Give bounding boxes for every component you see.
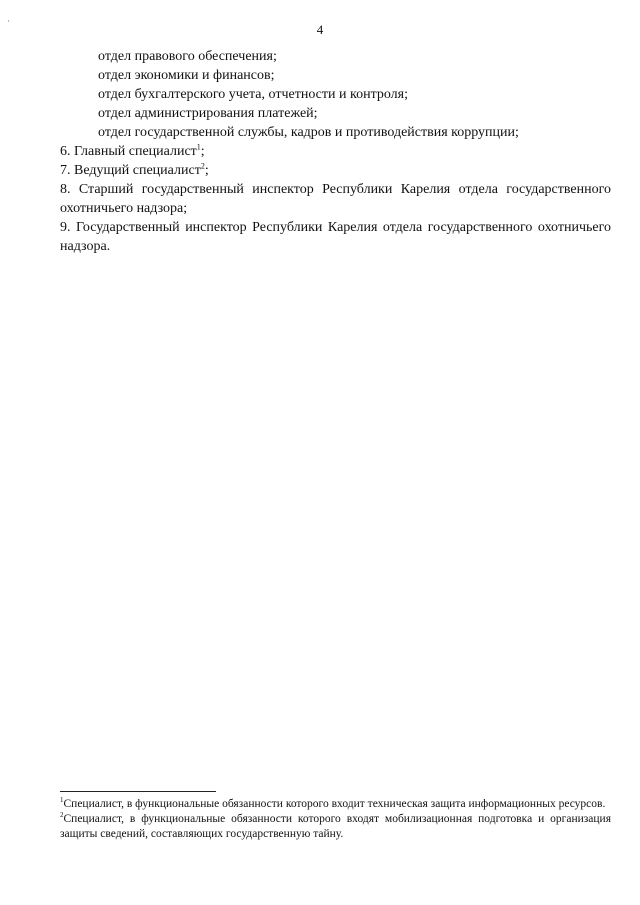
position-text: 7. Ведущий специалист <box>60 163 201 178</box>
footnote-mark: 2 <box>60 811 64 820</box>
position-item: 8. Старший государственный инспектор Республики Карелия отдела государственного охотничьего надзора; <box>60 182 611 216</box>
footnote-text: Специалист, в функциональные обязанности которого входит техническая защита информационных ресурсов. <box>63 798 606 810</box>
footnote-text: Специалист, в функциональные обязанности которого входят мобилизационная подготовка и организация защиты сведений, составляющих государственную тайну. <box>60 813 611 840</box>
footnote <box>60 797 611 812</box>
position-item: 9. Государственный инспектор Республики Карелия отдела государственного охотничьего надзора. <box>60 220 611 254</box>
department-item: отдел правового обеспечения; <box>98 49 277 64</box>
department-item: отдел государственной службы, кадров и противодействия коррупции; <box>98 125 519 140</box>
document-body <box>60 47 611 256</box>
footnote-mark: 1 <box>60 796 64 805</box>
position-tail: ; <box>204 163 209 178</box>
position-item <box>60 161 611 180</box>
footnote-ref: 1 <box>196 142 201 152</box>
footnotes <box>60 797 611 842</box>
department-item: отдел администрирования платежей; <box>98 106 318 121</box>
position-text: 6. Главный специалист <box>60 144 197 159</box>
footnote-separator <box>60 791 216 792</box>
department-item: отдел экономики и финансов; <box>98 68 275 83</box>
footnote-ref: 2 <box>200 161 205 171</box>
position-tail: ; <box>200 144 205 159</box>
position-item <box>60 142 611 161</box>
footnote <box>60 812 611 842</box>
department-item: отдел бухгалтерского учета, отчетности и контроля; <box>98 87 408 102</box>
page-number: 4 <box>316 22 324 37</box>
